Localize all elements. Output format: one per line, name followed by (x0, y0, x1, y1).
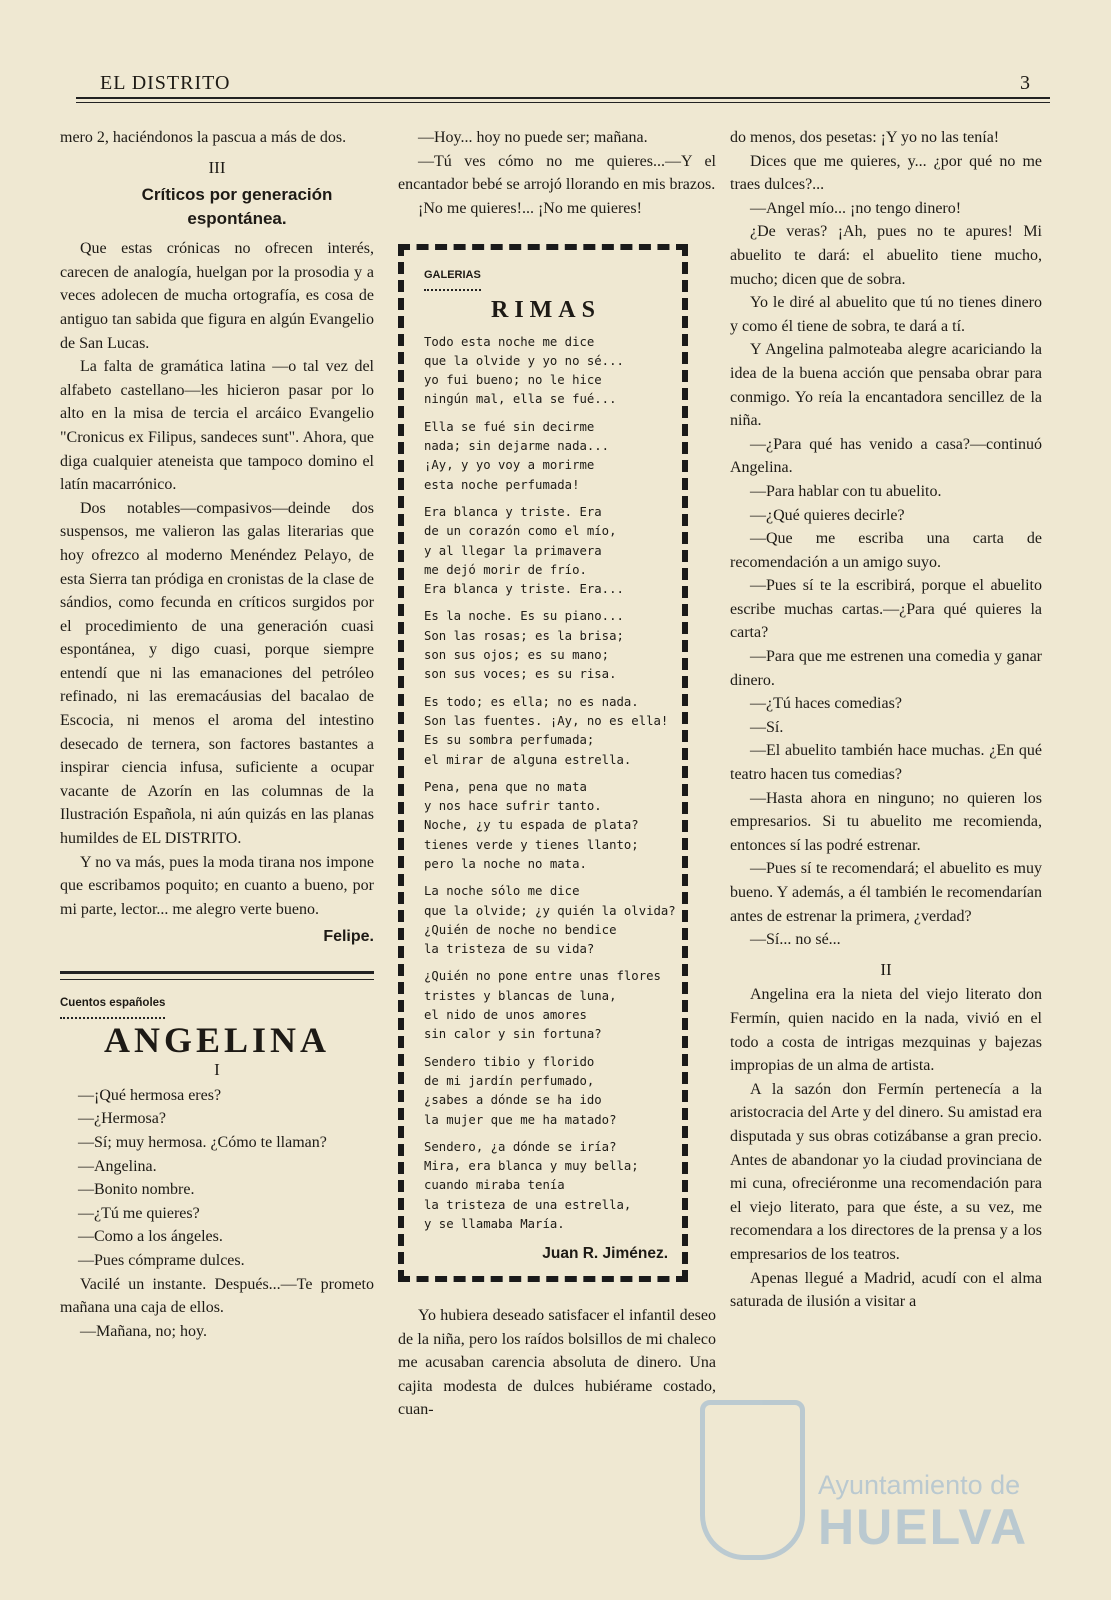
paragraph: —Para hablar con tu abuelito. (750, 482, 942, 500)
header-rule-thin (76, 102, 1050, 103)
paragraph: —El abuelito también hace muchas. ¿En qué teatro hacen tus comedias? (730, 742, 1042, 784)
poem-line: la mujer que me ha matado? (424, 1112, 617, 1127)
column-1 (60, 126, 374, 1343)
poem-line: y nos hace sufrir tanto. (424, 799, 602, 814)
paragraph: do menos, dos pesetas: ¡Y yo no las tenía! (730, 129, 1000, 146)
crest-icon (700, 1400, 805, 1560)
dialog-line: —¿Tú me quieres? (78, 1204, 200, 1222)
poem-line: que la olvide y yo no sé... (424, 353, 624, 368)
archive-watermark (700, 1380, 1060, 1560)
poem-line: de un corazón como el mío, (424, 524, 617, 539)
dialog-line: —¡Qué hermosa eres? (78, 1086, 222, 1104)
dialog-line: —Bonito nombre. (78, 1181, 195, 1199)
poem-stanza (424, 333, 668, 410)
column-3 (730, 126, 1042, 1314)
paragraph: Apenas llegué a Madrid, acudí con el alma saturada de ilusión a visitar a (730, 1269, 1042, 1311)
poem-line: sin calor y sin fortuna? (424, 1027, 602, 1042)
dialog-line: —Pues cómprame dulces. (78, 1251, 245, 1269)
column-2 (398, 126, 716, 1422)
section-heading: Críticos por generación espontánea. (141, 185, 333, 229)
poem-line: La noche sólo me dice (424, 884, 580, 899)
poem-line: Son las rosas; es la brisa; (424, 628, 624, 643)
watermark-line-2: HUELVA (818, 1499, 1029, 1555)
paragraph: ¡No me quieres!... ¡No me quieres! (418, 199, 642, 217)
paragraph: Dices que me quieres, y... ¿por qué no me traes dulces?... (730, 152, 1042, 194)
watermark-line-1: Ayuntamiento de (818, 1470, 1021, 1500)
poem-stanza (424, 418, 668, 495)
paragraph: —Hasta ahora en ninguno; no quieren los empresarios. Si tu abuelito me recomienda, entonces sí las podré estrenar. (730, 789, 1042, 854)
poem-title: RIMAS (490, 296, 601, 323)
paragraph: Yo hubiera deseado satisfacer el infantil deseo de la niña, pero los raídos bolsillos de mi chaleco me acusaban carencia absoluta de dinero. Una cajita modesta de dulces hubiérame costado, cuan- (398, 1306, 716, 1419)
section-label: Cuentos españoles (60, 992, 165, 1019)
poem-line: Es su sombra perfumada; (424, 733, 595, 748)
poem-line: tienes verde y tienes llanto; (424, 837, 639, 852)
page-header (76, 72, 1050, 102)
paragraph: —Tú ves cómo no me quieres...—Y el encantador bebé se arrojó llorando en mis brazos. (398, 152, 716, 194)
poem-line: Es la noche. Es su piano... (424, 609, 624, 624)
paragraph: ¿De veras? ¡Ah, pues no te apures! Mi abuelito te dará: el abuelito tiene mucho, mucho; dicen que de sobra. (730, 223, 1042, 288)
poem-line: yo fui bueno; no le hice (424, 373, 602, 388)
poem-stanza (424, 1053, 668, 1130)
poem-line: cuando miraba tenía (424, 1178, 565, 1193)
paragraph: Que estas crónicas no ofrecen interés, carecen de analogía, huelgan por la prosodia y a veces adolecen de mucha ortografía, es cosa de antiguo tan sabida que figura en algún Evangelio de San Lucas. (60, 240, 374, 352)
signature: Felipe. (323, 928, 374, 946)
poem-stanza (424, 607, 668, 684)
paragraph: Y Angelina palmoteaba alegre acariciando la idea de la buena acción que pensaba obrar para conmigo. Yo reía la encantadora sencillez de la niña. (730, 341, 1042, 430)
dialog-line: —Como a los ángeles. (78, 1228, 223, 1246)
poem-author: Juan R. Jiménez. (542, 1245, 668, 1263)
poem-line: el nido de unos amores (424, 1008, 587, 1023)
poem-line: Pena, pena que no mata (424, 779, 587, 794)
paragraph: —Sí. (750, 718, 784, 736)
poem-line: y al llegar la primavera (424, 543, 602, 558)
poem-line: que la olvide; ¿y quién la olvida? (424, 903, 676, 918)
poem-line: ¿sabes a dónde se ha ido (424, 1093, 602, 1108)
poem-box (398, 244, 688, 1282)
section-number: III (208, 157, 226, 177)
paragraph: —Pues sí te la escribirá, porque el abuelito escribe muchas cartas.—¿Para qué quieres la carta? (730, 577, 1042, 642)
poem-line: son sus voces; es su risa. (424, 667, 617, 682)
paragraph: La falta de gramática latina —o tal vez del alfabeto castellano—les hicieron pasar por lo alto en la misa de tercia el arcáico Evangelio "Cronicus ex Filipus, sandeces sunt". Ahora, que diga cualquier ateneista que tampoco domino el latín macarrónico. (60, 358, 374, 494)
poem-stanza (424, 693, 668, 770)
poem-line: tristes y blancas de luna, (424, 988, 617, 1003)
poem-line: Son las fuentes. ¡Ay, no es ella! (424, 713, 669, 728)
story-chapter-number: II (880, 959, 892, 979)
poem-line: ¡Ay, y yo voy a morirme (424, 458, 595, 473)
poem-line: la tristeza de su vida? (424, 942, 595, 957)
poem-line: la tristeza de una estrella, (424, 1197, 632, 1212)
story-title: ANGELINA (103, 1019, 331, 1060)
header-rule (76, 97, 1050, 99)
paragraph: —¿Tú haces comedias? (750, 695, 902, 713)
poem-line: Sendero tibio y florido (424, 1054, 595, 1069)
poem-line: Es todo; es ella; no es nada. (424, 694, 639, 709)
poem-stanza (424, 882, 676, 959)
paragraph: A la sazón don Fermín pertenecía a la aristocracia del Arte y del dinero. Su amistad era disputada y sus obras cotizábanse a gran precio. Antes de abandonar yo la ciudad provinciana de mi cuna, ofreciéronme una recomendación para el viejo literato, para que éste, a su vez, me recomendara a los directores de la prensa y a los empresarios de los teatros. (730, 1080, 1042, 1263)
section-divider (60, 971, 374, 980)
dialog-line: —Sí; muy hermosa. ¿Cómo te llaman? (78, 1133, 327, 1151)
poem-line: pero la noche no mata. (424, 856, 587, 871)
poem-line: Era blanca y triste. Era... (424, 582, 624, 597)
dialog-line: —Angelina. (78, 1157, 157, 1175)
poem-line: Ella se fué sin decirme (424, 419, 595, 434)
poem-line: de mi jardín perfumado, (424, 1073, 595, 1088)
poem-line: Todo esta noche me dice (424, 334, 595, 349)
poem-stanza (424, 503, 668, 599)
story-chapter-number: I (214, 1060, 220, 1080)
paragraph: —Para que me estrenen una comedia y ganar dinero. (730, 648, 1042, 689)
poem-stanza (424, 1138, 668, 1234)
paragraph: —Mañana, no; hoy. (80, 1322, 207, 1340)
paragraph: —Pues sí te recomendará; el abuelito es muy bueno. Y además, a él también le recomendarían antes de estrenar la primera, ¿verdad? (730, 860, 1042, 925)
paragraph: Yo le diré al abuelito que tú no tienes dinero y como él tiene de sobra, te dará a tí. (730, 294, 1042, 335)
poem-stanza (424, 778, 668, 874)
poem-stanza (424, 967, 668, 1044)
paragraph: Angelina era la nieta del viejo literato don Fermín, quien nacido en la nada, vivió en el todo a costa de intrigas mezquinas y bajezas impropias de un alma de artista. (730, 986, 1042, 1075)
paragraph: Dos notables—compasivos—deinde dos suspensos, me valieron las galas literarias que hoy ofrezco al moderno Menéndez Pelayo, de esta Sierra tan pródiga en cronistas de la clase de sándios, como fecunda en críticos surgidos por el procedimiento de una generación cuasi espontánea, y digo cuasi, porque siempre entendí que ni las emanaciones del petróleo refinado, ni las eremacáusias del bacalao de Escocia, ni menos el aroma del intestino desecado de ternera, son factores bastantes a inspirar ciencia infusa, suficiente a ocupar vacante de Azorín en las columnas de la Ilustración Española, ni aún quizás en las planas humildes de EL DISTRITO. (60, 499, 374, 848)
paragraph: —Sí... no sé... (750, 931, 841, 949)
poem-line: nada; sin dejarme nada... (424, 439, 610, 454)
poem-line: Mira, era blanca y muy bella; (424, 1159, 639, 1174)
paragraph: Y no va más, pues la moda tirana nos impone que escribamos poquito; en cuanto a bueno, por mi parte, lector... me alegro verte bueno. (60, 853, 374, 918)
poem-line: Noche, ¿y tu espada de plata? (424, 818, 639, 833)
dialog-block (60, 1084, 374, 1273)
paragraph: Vacilé un instante. Después...—Te prometo mañana una caja de ellos. (60, 1275, 374, 1317)
paragraph: —¿Para qué has venido a casa?—continuó Angelina. (730, 435, 1042, 477)
poem-line: esta noche perfumada! (424, 477, 580, 492)
paragraph: —Angel mío... ¡no tengo dinero! (750, 199, 962, 217)
poem-line: y se llamaba María. (424, 1217, 565, 1232)
poem-line: Era blanca y triste. Era (424, 504, 602, 519)
paragraph: —Hoy... hoy no puede ser; mañana. (418, 129, 648, 146)
poem-line: el mirar de alguna estrella. (424, 752, 632, 767)
poem-line: Sendero, ¿a dónde se iría? (424, 1139, 617, 1154)
poem-line: ningún mal, ella se fué... (424, 392, 617, 407)
dialog-line: —¿Hermosa? (78, 1110, 166, 1128)
poem-section-label: GALERIAS (424, 264, 481, 291)
paragraph: —Que me escriba una carta de recomendación a un amigo suyo. (730, 530, 1042, 571)
poem-line: me dejó morir de frío. (424, 562, 587, 577)
poem-line: ¿Quién de noche no bendice (424, 922, 617, 937)
newspaper-title: EL DISTRITO (100, 72, 231, 94)
page-number: 3 (1020, 72, 1030, 94)
poem-line: son sus ojos; es su mano; (424, 648, 610, 663)
paragraph: mero 2, haciéndonos la pascua a más de dos. (60, 129, 347, 146)
poem-line: ¿Quién no pone entre unas flores (424, 969, 661, 984)
paragraph: —¿Qué quieres decirle? (750, 506, 905, 524)
